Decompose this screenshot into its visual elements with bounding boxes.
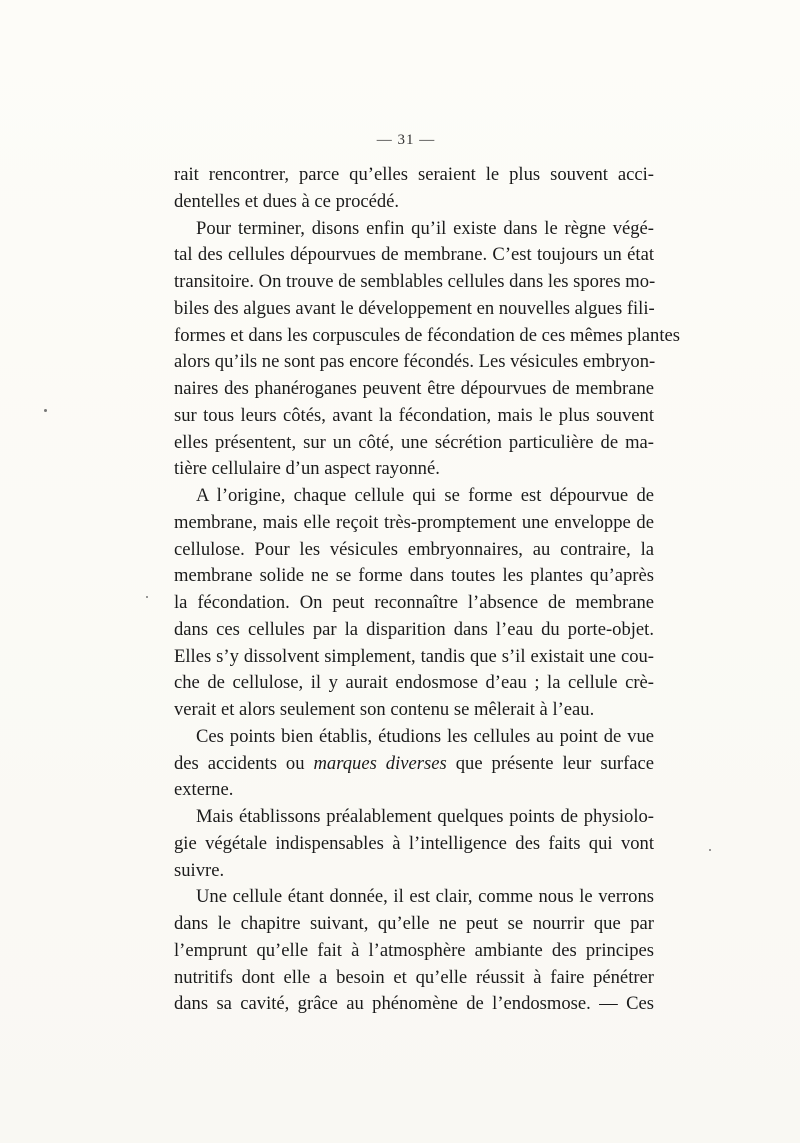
text-line: rait rencontrer, parce qu’elles seraient le plus souvent acci-: [174, 164, 654, 185]
text-line: nutritifs dont elle a besoin et qu’elle réussit à faire pénétrer: [174, 966, 654, 988]
text-line: A l’origine, chaque cellule qui se forme est dépourvue de: [196, 485, 654, 506]
text-line: dans le chapitre suivant, qu’elle ne peut se nourrir que par: [174, 913, 654, 934]
text-line: tal des cellules dépourvues de membrane. C’est toujours un état: [174, 244, 654, 266]
text-line: Ces points bien établis, étudions les cellules au point de vue: [196, 725, 654, 747]
text-line: gie végétale indispensables à l’intelligence des faits qui vont: [174, 832, 654, 854]
text-line: naires des phanéroganes peuvent être dépourvues de membrane: [174, 378, 654, 399]
text-line: dentelles et dues à ce procédé.: [174, 190, 400, 212]
text-line: tière cellulaire d’un aspect rayonné.: [174, 458, 440, 480]
paper-speck: [146, 596, 148, 598]
page-number: — 31 —: [376, 132, 436, 148]
text-line: membrane, mais elle reçoit très-promptement une enveloppe de: [174, 511, 654, 533]
text-line: des accidents ou marques diverses que présente leur surface: [174, 752, 655, 774]
text-line: elles présentent, sur un côté, une sécrétion particulière de ma-: [174, 431, 654, 453]
text-line: formes et dans les corpuscules de fécondation de ces mêmes plantes: [174, 324, 680, 346]
text-line: Elles s’y dissolvent simplement, tandis que s’il existait une cou-: [174, 645, 654, 667]
text-line: suivre.: [174, 859, 225, 881]
text-line: Une cellule étant donnée, il est clair, comme nous le verrons: [196, 886, 654, 908]
paper-speck: [44, 409, 47, 412]
text-line: l’emprunt qu’elle fait à l’atmosphère ambiante des principes: [174, 939, 654, 961]
text-line: dans sa cavité, grâce au phénomène de l’endosmose. — Ces: [174, 993, 654, 1015]
text-line: transitoire. On trouve de semblables cellules dans les spores mo-: [174, 271, 656, 292]
text-line: cellulose. Pour les vésicules embryonnaires, au contraire, la: [174, 538, 654, 560]
paper-speck: [709, 849, 711, 851]
text-line: alors qu’ils ne sont pas encore fécondés. Les vésicules embryon-: [174, 351, 656, 373]
text-line: la fécondation. On peut reconnaître l’absence de membrane: [174, 592, 654, 613]
text-line: Mais établissons préalablement quelques points de physiolo-: [196, 806, 654, 827]
text-line: Pour terminer, disons enfin qu’il existe dans le règne végé-: [196, 217, 654, 239]
body-text: [174, 162, 680, 1018]
text-line: dans ces cellules par la disparition dans l’eau du porte-objet.: [174, 618, 654, 640]
text-line: biles des algues avant le développement en nouvelles algues fili-: [174, 297, 655, 319]
text-line: che de cellulose, il y aurait endosmose d’eau ; la cellule crè-: [174, 672, 654, 694]
text-line: membrane solide ne se forme dans toutes les plantes qu’après: [174, 565, 654, 587]
text-line: sur tous leurs côtés, avant la fécondation, mais le plus souvent: [174, 404, 654, 426]
text-line: verait et alors seulement son contenu se mêlerait à l’eau.: [174, 699, 595, 720]
text-line: externe.: [174, 779, 234, 801]
